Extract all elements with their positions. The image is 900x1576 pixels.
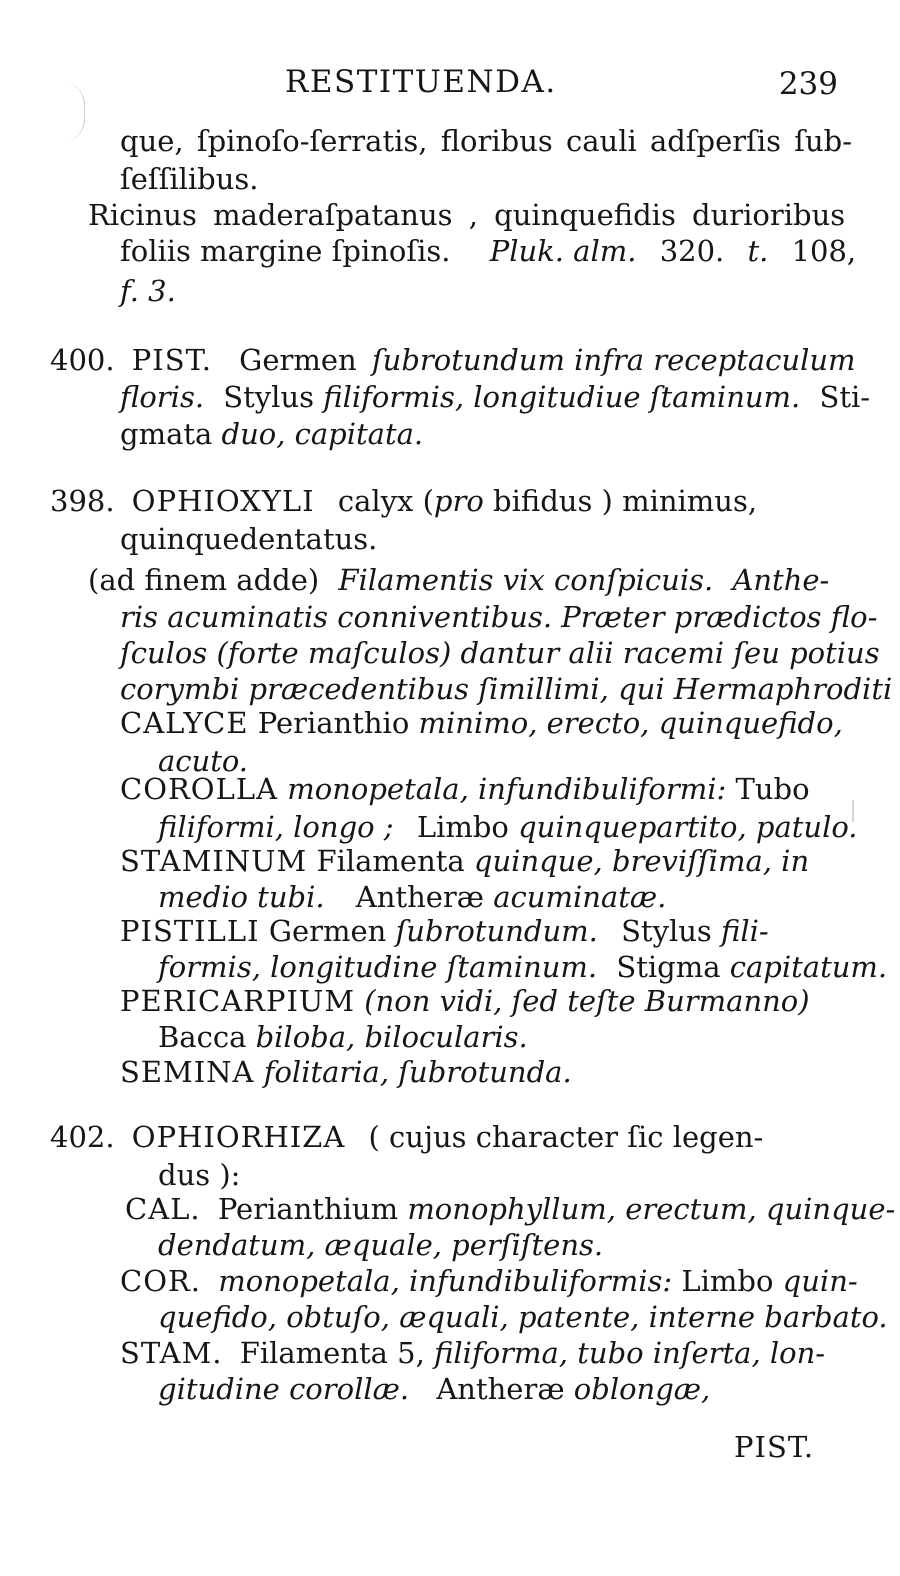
section-heading: CAL. xyxy=(125,1192,201,1226)
section-heading: COR. xyxy=(120,1264,202,1298)
text-span: bifidus ) minimus, xyxy=(493,484,758,518)
text-line: quinquedentatus. xyxy=(120,522,378,556)
text-span: filiformi, longo ; xyxy=(158,810,394,844)
text-span: gitudine corollæ. xyxy=(158,1372,410,1406)
text-span: Antheræ xyxy=(355,880,485,914)
entry-398 xyxy=(50,484,757,519)
text-line xyxy=(120,380,870,415)
text-span: Anthe- xyxy=(732,563,830,597)
entry-number: 402. xyxy=(50,1120,115,1154)
text-span: calyx ( xyxy=(337,484,434,518)
text-span: Tubo xyxy=(735,772,810,806)
running-title: RESTITUENDA. xyxy=(285,64,557,100)
text-span: foliis margine ſpinoſis. xyxy=(120,234,451,268)
citation-number: 108, xyxy=(791,234,857,268)
section-heading: STAMINUM xyxy=(120,844,308,878)
text-line: f. 3. xyxy=(120,274,176,308)
text-span: Stigma xyxy=(616,950,721,984)
text-span: ſubrotundum infra receptaculum xyxy=(371,343,856,377)
text-span: minimo, erecto, quinquefido, xyxy=(418,706,843,740)
text-span: formis, longitudine ſtaminum. xyxy=(158,950,598,984)
section-heading: PISTILLI xyxy=(120,914,260,948)
page-number: 239 xyxy=(778,66,838,102)
text-span: Stylus xyxy=(621,914,712,948)
entry-heading: OPHIOXYLI xyxy=(131,484,315,518)
entry-400 xyxy=(50,343,856,378)
entry-402 xyxy=(50,1120,763,1155)
text-span: folitaria, ſubrotunda. xyxy=(263,1055,572,1089)
citation-number: 320. xyxy=(659,234,725,268)
text-line: ſculos (forte maſculos) dantur alii racemi ſeu potius xyxy=(120,636,880,670)
text-span: filiforma, tubo inſerta, lon- xyxy=(434,1336,826,1370)
text-line: dus ): xyxy=(158,1158,241,1192)
section-heading: CALYCE xyxy=(120,706,249,740)
text-span: medio tubi. xyxy=(158,880,325,914)
text-span: Germen xyxy=(268,914,387,948)
text-span: (non vidi, ſed teſte Burmanno) xyxy=(364,984,810,1018)
text-span: duo, capitata. xyxy=(221,417,424,451)
pericarpium-line xyxy=(120,984,810,1019)
text-line: corymbi præcedentibus ſimillimi, qui Hermaphroditi xyxy=(120,672,893,706)
text-span: Sti- xyxy=(819,380,871,414)
text-line: dendatum, æquale, perſiſtens. xyxy=(158,1228,604,1262)
section-heading: STAM. xyxy=(120,1336,223,1370)
text-span: monopetala, infundibuliformi: xyxy=(287,772,727,806)
text-span: pro xyxy=(433,484,484,518)
text-span: quin- xyxy=(782,1264,858,1298)
text-line: quefido, obtuſo, æquali, patente, interne barbato. xyxy=(158,1300,888,1334)
text-span: Filamenta xyxy=(316,844,465,878)
cor-line xyxy=(120,1264,858,1299)
text-span: Antheræ xyxy=(436,1372,565,1406)
text-line xyxy=(158,880,666,915)
text-span: 5, xyxy=(397,1336,425,1370)
entry-heading: OPHIORHIZA xyxy=(131,1120,346,1154)
text-span: monopetala, infundibuliformis: xyxy=(218,1264,673,1298)
entry-heading: PIST. xyxy=(131,343,212,377)
stam-line xyxy=(120,1336,825,1371)
text-span: fili- xyxy=(721,914,769,948)
text-span: oblongæ, xyxy=(573,1372,711,1406)
text-span: quinquepartito, patulo. xyxy=(518,810,858,844)
text-span: Filamenta xyxy=(239,1336,388,1370)
text-span: filiformis, longitudiue ſtaminum. xyxy=(323,380,801,414)
cal-line xyxy=(125,1192,895,1227)
calyx-line xyxy=(120,706,843,741)
citation: t. xyxy=(747,234,769,268)
text-span: capitatum. xyxy=(729,950,888,984)
text-span: biloba, bilocularis. xyxy=(255,1020,528,1054)
text-span: gmata xyxy=(120,417,213,451)
text-line xyxy=(88,563,829,598)
text-span: Stylus xyxy=(223,380,315,414)
entry-number: 400. xyxy=(50,343,115,377)
text-line: acuto. xyxy=(158,744,249,778)
section-heading: PERICARPIUM xyxy=(120,984,356,1018)
text-span: ſubrotundum. xyxy=(395,914,598,948)
text-line: ſeſſilibus. xyxy=(120,162,259,196)
text-line xyxy=(158,1372,710,1407)
text-span: Perianthium xyxy=(217,1192,399,1226)
text-line xyxy=(158,950,887,985)
section-heading: COROLLA xyxy=(120,772,279,806)
text-span: (ad finem adde) xyxy=(88,563,320,597)
text-span: quinque, breviſſima, in xyxy=(473,844,810,878)
text-line: ris acuminatis conniventibus. Præter prædictos flo- xyxy=(120,600,878,634)
text-span: Limbo xyxy=(416,810,509,844)
text-span: Germen xyxy=(239,343,357,377)
text-span: Bacca xyxy=(158,1020,247,1054)
text-line xyxy=(120,417,423,452)
text-span: Perianthio xyxy=(257,706,410,740)
text-line xyxy=(158,1020,528,1055)
text-line: que, ſpinoſo-ſerratis, floribus cauli adſperſis ſub- xyxy=(120,124,853,158)
text-span: Limbo xyxy=(681,1264,774,1298)
staminum-line xyxy=(120,844,809,879)
text-span: acuminatæ. xyxy=(493,880,667,914)
semina-line xyxy=(120,1055,572,1090)
text-span: monophyllum, erectum, quinque- xyxy=(407,1192,896,1226)
corolla-line xyxy=(120,772,810,807)
text-span: ( cujus character ſic legen- xyxy=(368,1120,764,1154)
text-span: floris. xyxy=(120,380,205,414)
text-line xyxy=(158,810,858,845)
catchword: PIST. xyxy=(734,1430,815,1464)
citation: Pluk. alm. xyxy=(489,234,637,268)
text-line xyxy=(120,234,856,269)
page-header xyxy=(0,64,900,104)
text-line: Ricinus maderaſpatanus , quinquefidis durioribus xyxy=(88,198,846,232)
pistilli-line xyxy=(120,914,769,949)
entry-number: 398. xyxy=(50,484,115,518)
section-heading: SEMINA xyxy=(120,1055,255,1089)
text-span: Filamentis vix conſpicuis. xyxy=(338,563,714,597)
